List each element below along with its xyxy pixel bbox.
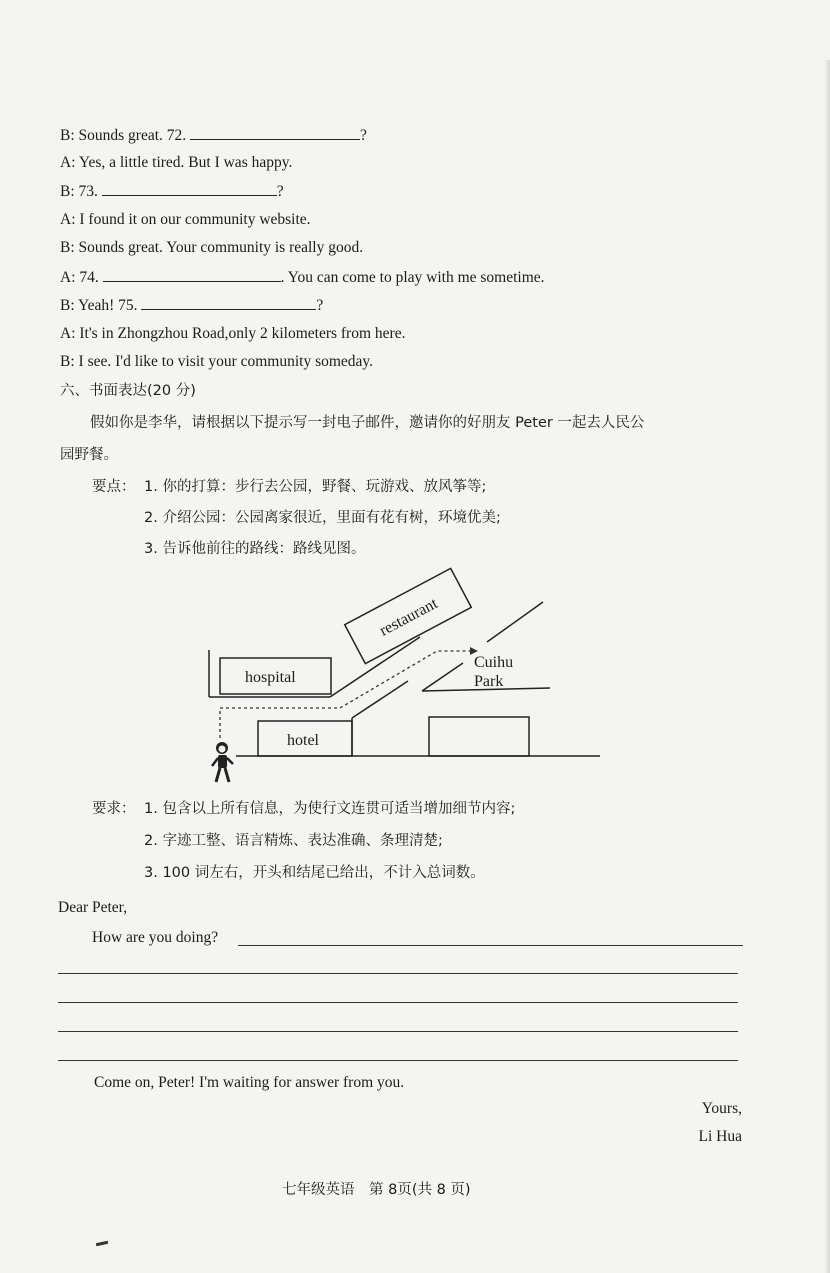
speaker: A: — [60, 154, 76, 171]
hospital-label: hospital — [245, 669, 296, 686]
writing-line-4[interactable] — [58, 1031, 738, 1032]
line-text: 74. — [79, 269, 99, 286]
letter-greeting: Dear Peter, — [58, 899, 128, 916]
page-footer: 七年级英语 第 8页(共 8 页) — [282, 1182, 471, 1198]
line-end: . You can come to play with me sometime. — [280, 269, 545, 286]
road-edge-diagonal-upper — [330, 637, 420, 697]
speaker: B: — [60, 353, 75, 370]
park-label-line2: Park — [474, 673, 504, 690]
requirements-label: 要求： — [92, 801, 136, 817]
point-1: 1. 你的打算：步行去公园，野餐、玩游戏、放风筝等; — [144, 479, 487, 495]
writing-line-5[interactable] — [58, 1060, 738, 1061]
letter-closing: Come on, Peter! I'm waiting for answer from you. — [94, 1074, 405, 1091]
speaker: B: — [60, 297, 75, 314]
line-text: Sounds great. Your community is really good. — [78, 239, 364, 256]
point-2: 2. 介绍公园：公园离家很近，里面有花有树，环境优美; — [144, 510, 501, 526]
line-text: Yes, a little tired. But I was happy. — [78, 154, 293, 171]
line-text: It's in Zhongzhou Road,only 2 kilometers from here. — [79, 325, 406, 342]
line-end: ? — [360, 127, 367, 144]
writing-line-2[interactable] — [58, 973, 738, 974]
speaker: A: — [60, 211, 76, 228]
point-3: 3. 告诉他前往的路线：路线见图。 — [144, 541, 366, 557]
line-text: I found it on our community website. — [79, 211, 311, 228]
line-text: I see. I'd like to visit your community someday. — [78, 353, 374, 370]
hotel-label: hotel — [287, 732, 319, 749]
line-end: ? — [316, 297, 324, 314]
road-edge-upper-right — [487, 602, 543, 642]
prompt-line-2: 园野餐。 — [60, 447, 118, 463]
line-text: Sounds great. 72. — [78, 127, 187, 144]
letter-opening: How are you doing? — [92, 929, 219, 946]
prompt-line-1: 假如你是李华，请根据以下提示写一封电子邮件，邀请你的好朋友 Peter 一起去人民公 — [90, 415, 645, 431]
writing-line-3[interactable] — [58, 1002, 738, 1003]
speaker: A: — [60, 325, 76, 342]
requirement-1: 1. 包含以上所有信息，为使行文连贯可适当增加细节内容; — [144, 801, 516, 817]
line-text: Yeah! 75. — [77, 297, 138, 314]
letter-signoff: Yours, — [701, 1100, 742, 1117]
road-edge-diagonal-lower — [352, 681, 408, 718]
requirement-2: 2. 字迹工整、语言精炼、表达准确、条理清楚; — [144, 833, 443, 849]
writing-line-1[interactable] — [238, 945, 743, 946]
line-text: 73. — [78, 183, 98, 200]
park-label-line1: Cuihu — [474, 654, 514, 671]
line-end: ? — [276, 183, 284, 200]
points-label: 要点： — [92, 479, 136, 495]
speaker: B: — [60, 239, 75, 256]
unlabeled-building — [429, 717, 529, 756]
walking-person-icon — [212, 742, 233, 782]
letter-name: Li Hua — [698, 1128, 742, 1145]
restaurant-label: restaurant — [376, 595, 441, 640]
speaker: B: — [60, 127, 75, 144]
speaker: A: — [60, 269, 76, 286]
speaker: B: — [60, 183, 75, 200]
restaurant-building — [345, 568, 472, 663]
requirement-3: 3. 100 词左右，开头和结尾已给出，不计入总词数。 — [144, 865, 485, 881]
road-edge-park-diagonal — [422, 663, 463, 691]
section-heading: 六、书面表达(20 分) — [60, 383, 196, 399]
